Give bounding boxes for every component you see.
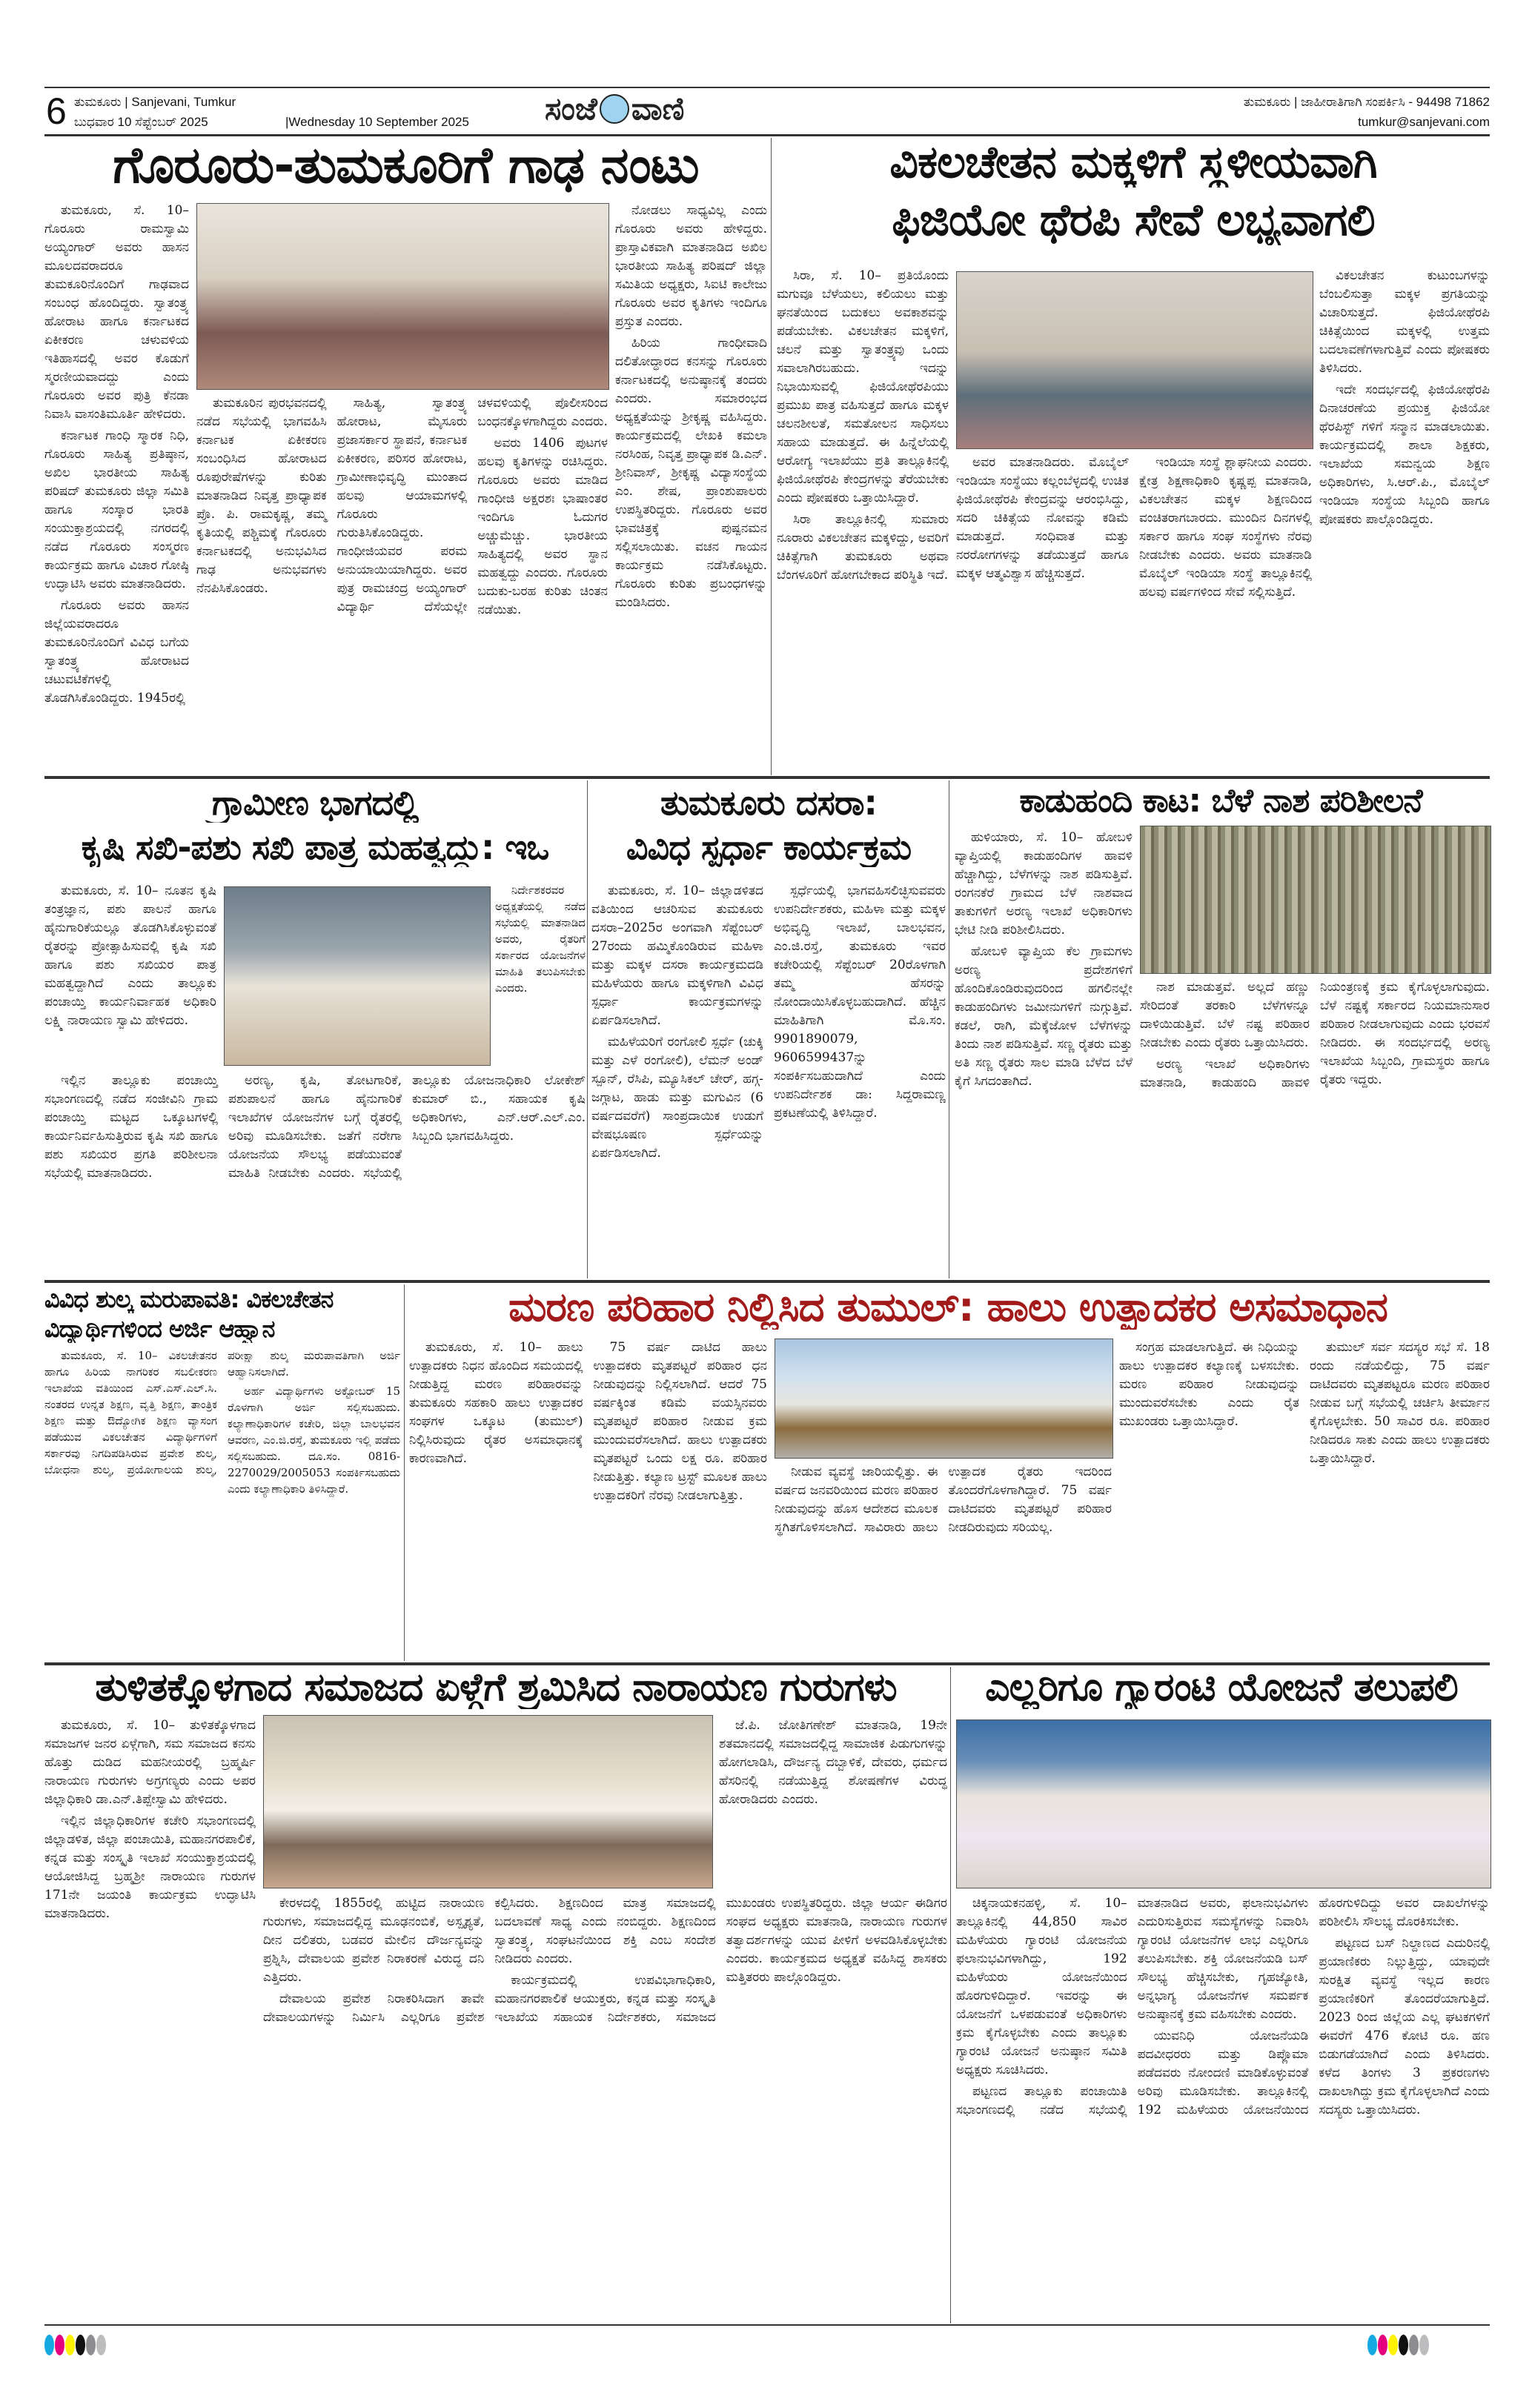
date-en: |Wednesday 10 September 2025 [285,115,469,129]
paragraph: ಹೋಬಳಿ ವ್ಯಾಪ್ತಿಯ ಕೆಲ ಗ್ರಾಮಗಳು ಅರಣ್ಯ ಪ್ರದೇಶಗಳಿಗೆ ಹೊಂದಿಕೊಂಡಿರುವುದರಿಂದ ಹಗಲಿನಲ್ಲೇ ಕಾಡುಹಂದಿಗಳು ಜಮೀನುಗಳಿಗೆ ನುಗ್ಗುತ್ತಿವೆ. ಕಡಲೆ, ರಾಗಿ, ಮೆಕ್ಕೆಜೋಳ ಬೆಳೆಗಳನ್ನು ತಿಂದು ನಾಶ ಪಡಿಸುತ್ತಿವೆ. ಸಣ್ಣ ರೈತರು ಮತ್ತು ಅತಿ ಸಣ್ಣ ರೈತರು ಸಾಲ ಮಾಡಿ ಬೆಳೆದ ಬೆಳೆ ಕೈಗೆ ಸಿಗದಂತಾಗಿದೆ. [955,944,1133,1089]
paragraph: ಜೆ.ಪಿ. ಜೋತಿಗಣೇಶ್ ಮಾತನಾಡಿ, 19ನೇ ಶತಮಾನದಲ್ಲಿ ಸಮಾಜದಲ್ಲಿದ್ದ ಸಾಮಾಜಿಕ ಪಿಡುಗುಗಳನ್ನು ಹೋಗಲಾಡಿಸಿ, ದೌರ್ಜನ್ಯ ದಬ್ಬಾಳಿಕೆ, ದೇವರು, ಧರ್ಮದ ಹೆಸರಿನಲ್ಲಿ ನಡೆಯುತ್ತಿದ್ದ ಶೋಷಣೆಗಳ ವಿರುದ್ಧ ಹೋರಾಡಿದರು ಎಂದರು. [719,1718,947,1807]
dairy-building-photo [775,1339,1113,1459]
registration-dot [96,2335,106,2355]
headline: ಎಲ್ಲರಿಗೂ ಗ್ಯಾರಂಟಿ ಯೋಜನೆ ತಲುಪಲಿ [985,1666,1458,1710]
article-body [44,1072,586,1276]
headline: ತುಳಿತಕ್ಕೊಳಗಾದ ಸಮಾಜದ ಏಳ್ಗೆಗೆ ಶ್ರಮಿಸಿದ ನಾರಾಯಣ ಗುರುಗಳು [95,1666,897,1710]
paragraph: ಸಿರಾ ತಾಲ್ಲೂಕಿನಲ್ಲಿ ಸುಮಾರು ನೂರಾರು ವಿಕಲಚೇತನ ಮಕ್ಕಳಿದ್ದು, ಅವರಿಗೆ ಚಿಕಿತ್ಸೆಗಾಗಿ ತುಮಕೂರು ಅಥವಾ ಬೆಂಗಳೂರಿಗೆ ಹೋಗಬೇಕಾದ ಪರಿಸ್ಥಿತಿ ಇದೆ. [777,512,949,583]
jayanti-event-photo [263,1715,713,1888]
registration-dot [1409,2335,1419,2355]
header-bottom-rule [44,134,1490,136]
registration-dot [1419,2335,1429,2355]
globe-icon [600,94,629,124]
headline-line-2: ಫಿಜಿಯೋ ಥೆರಪಿ ಸೇವೆ ಲಭ್ಯವಾಗಲಿ [892,196,1375,246]
paragraph: ಸಾಹಿತ್ಯ, ಸ್ವಾತಂತ್ರ್ಯ ಹೋರಾಟ, ಮೈಸೂರು ಪ್ರಜಾಸರ್ಕಾರ ಸ್ಥಾಪನೆ, ಕರ್ನಾಟಕ ಏಕೀಕರಣ, ಪರಿಸರ ಹೋರಾಟ, ಗ್ರಾಮೀಣಾಭಿವೃದ್ಧಿ ಮುಂತಾದ ಹಲವು ಆಯಾಮಗಳಲ್ಲಿ ಗೊರೂರು ಗುರುತಿಸಿಕೊಂಡಿದ್ದರು. ಗಾಂಧೀಜಿಯವರ ಪರಮ ಅನುಯಾಯಿಯಾಗಿದ್ದರು. ಅವರ ಪುತ್ರ ರಾಮಚಂದ್ರ ಅಯ್ಯಂಗಾರ್ ವಿದ್ಯಾರ್ಥಿ ದೆಸೆಯಲ್ಲೇ ಚಳವಳಿಯಲ್ಲಿ ಪೊಲೀಸರಿಂದ ಬಂಧನಕ್ಕೊಳಗಾಗಿದ್ದರು ಎಂದರು. [336,396,608,614]
page-number: 6 [46,90,67,132]
column-divider [950,1667,951,2324]
paragraph: ನಿರ್ದೇಶಕರವರ ಅಧ್ಯಕ್ಷತೆಯಲ್ಲಿ ನಡೆದ ಸಭೆಯಲ್ಲಿ ಮಾತನಾಡಿದ ಅವರು, ರೈತರಿಗೆ ಸರ್ಕಾರದ ಯೋಜನೆಗಳ ಮಾಹಿತಿ ತಲುಪಿಸಬೇಕು ಎಂದರು. [495,883,586,995]
article-body [1319,267,1490,772]
article-body [409,1339,767,1659]
paragraph: ಇಲ್ಲಿನ ತಾಲ್ಲೂಕು ಪಂಚಾಯ್ತಿ ಸಭಾಂಗಣದಲ್ಲಿ ನಡೆದ ಸಂಜೀವಿನಿ ಗ್ರಾಮ ಪಂಚಾಯ್ತಿ ಮಟ್ಟದ ಒಕ್ಕೂಟಗಳಲ್ಲಿ ಕಾರ್ಯನಿರ್ವಹಿಸುತ್ತಿರುವ ಕೃಷಿ ಸಖಿ ಹಾಗೂ ಪಶು ಸಖಿಯರ ಪ್ರಗತಿ ಪರಿಶೀಲನಾ ಸಭೆಯಲ್ಲಿ ಮಾತನಾಡಿದರು. [44,1073,218,1181]
paragraph: ತುಮಕೂರು, ಸೆ. 10– ವಿಕಲಚೇತನರ ಹಾಗೂ ಹಿರಿಯ ನಾಗರಿಕರ ಸಬಲೀಕರಣ ಇಲಾಖೆಯ ವತಿಯಿಂದ ಎಸ್.ಎಸ್.ಎಲ್.ಸಿ. ನಂತರದ ಉನ್ನತ ಶಿಕ್ಷಣ, ವೃತ್ತಿ ಶಿಕ್ಷಣ, ತಾಂತ್ರಿಕ ಶಿಕ್ಷಣ ಮತ್ತು ಔದ್ಯೋಗಿಕ ಶಿಕ್ಷಣ ವ್ಯಾಸಂಗ ಪಡೆಯುವ ವಿಕಲಚೇತನ ವಿದ್ಯಾರ್ಥಿಗಳಿಗೆ ಸರ್ಕಾರವು ನಿಗದಿಪಡಿಸಿರುವ ಪ್ರವೇಶ ಶುಲ್ಕ, ಬೋಧನಾ ಶುಲ್ಕ, ಪ್ರಯೋಗಾಲಯ ಶುಲ್ಕ, ಪರೀಕ್ಷಾ ಶುಲ್ಕ ಮರುಪಾವತಿಗಾಗಿ ಅರ್ಜಿ ಆಹ್ವಾನಿಸಲಾಗಿದೆ. [44,1349,400,1476]
paragraph: ನೀಡುವ ವ್ಯವಸ್ಥೆ ಜಾರಿಯಲ್ಲಿತ್ತು. ಈ ವರ್ಷದ ಜನವರಿಯಿಂದ ಮರಣ ಪರಿಹಾರ ನೀಡುವುದನ್ನು ಹೊಸ ಆದೇಶದ ಮೂಲಕ ಸ್ಥಗಿತಗೊಳಿಸಲಾಗಿದೆ. ಸಾವಿರಾರು ಹಾಲು ಉತ್ಪಾದಕ ರೈತರು ಇದರಿಂದ ತೊಂದರೆಗೊಳಗಾಗಿದ್ದಾರೆ. 75 ವರ್ಷ ದಾಟಿದವರು ಮೃತಪಟ್ಟರೆ ಪರಿಹಾರ ನೀಡದಿರುವುದು ಸರಿಯಲ್ಲ. [775,1465,1112,1535]
article-body [263,1894,947,2320]
registration-dot [1399,2335,1408,2355]
paragraph: ಇಲ್ಲಿನ ಜಿಲ್ಲಾಧಿಕಾರಿಗಳ ಕಚೇರಿ ಸಭಾಂಗಣದಲ್ಲಿ ಜಿಲ್ಲಾಡಳಿತ, ಜಿಲ್ಲಾ ಪಂಚಾಯಿತಿ, ಮಹಾನಗರಪಾಲಿಕೆ, ಕನ್ನಡ ಮತ್ತು ಸಂಸ್ಕೃತಿ ಇಲಾಖೆ ಸಂಯುಕ್ತಾಶ್ರಯದಲ್ಲಿ ಆಯೋಜಿಸಿದ್ದ ಬ್ರಹ್ಮಶ್ರೀ ನಾರಾಯಣ ಗುರುಗಳ 171ನೇ ಜಯಂತಿ ಕಾರ್ಯಕ್ರಮ ಉದ್ಘಾಟಿಸಿ ಮಾತನಾಡಿದರು. [44,1814,256,1921]
paragraph: ಸ್ಪರ್ಧೆಯಲ್ಲಿ ಭಾಗವಹಿಸಲಿಚ್ಛಿಸುವವರು ಉಪನಿರ್ದೇಶಕರು, ಮಹಿಳಾ ಮತ್ತು ಮಕ್ಕಳ ಅಭಿವೃದ್ಧಿ ಇಲಾಖೆ, ಬಾಲಭವನ, ಎಂ.ಜಿ.ರಸ್ತೆ, ತುಮಕೂರು ಇವರ ಕಚೇರಿಯಲ್ಲಿ ಸೆಪ್ಟೆಂಬರ್ 20ರೊಳಗಾಗಿ ತಮ್ಮ ಹೆಸರನ್ನು ನೋಂದಾಯಿಸಿಕೊಳ್ಳಬಹುದಾಗಿದೆ. ಹೆಚ್ಚಿನ ಮಾಹಿತಿಗಾಗಿ ಮೊ.ಸಂ. 9901890079, 9606599437ನ್ನು ಸಂಪರ್ಕಿಸಬಹುದಾಗಿದೆ ಎಂದು ಉಪನಿರ್ದೇಶಕ ಡಾ: ಸಿದ್ದರಾಮಣ್ಣ ಪ್ರಕಟಣೆಯಲ್ಲಿ ತಿಳಿಸಿದ್ದಾರೆ. [774,883,946,1121]
headline-line-1: ವಿವಿಧ ಶುಲ್ಕ ಮರುಪಾವತಿ: ವಿಕಲಚೇತನ [44,1287,334,1313]
registration-dot [1367,2335,1377,2355]
paragraph: ತುಮಕೂರು, ಸೆ. 10– ಗೊರೂರು ರಾಮಸ್ವಾಮಿ ಅಯ್ಯಂಗಾರ್ ಅವರು ಹಾಸನ ಮೂಲದವರಾದರೂ ತುಮಕೂರಿನೊಂದಿಗೆ ಗಾಢವಾದ ಸಂಬಂಧ ಹೊಂದಿದ್ದರು. ಸ್ವಾತಂತ್ರ್ಯ ಹೋರಾಟ ಹಾಗೂ ಕರ್ನಾಟಕದ ಏಕೀಕರಣ ಚಳುವಳಿಯ ಇತಿಹಾಸದಲ್ಲಿ ಅವರ ಕೊಡುಗೆ ಸ್ಮರಣೀಯವಾದದ್ದು ಎಂದು ಗೊರೂರು ಅವರ ಪುತ್ರಿ ಕೆನಡಾ ನಿವಾಸಿ ವಾಸಂತಿಮೂರ್ತಿ ಹೇಳಿದರು. [44,203,189,422]
color-registration-marks-right [1367,2335,1430,2358]
headline: ಮರಣ ಪರಿಹಾರ ನಿಲ್ಲಿಸಿದ ತುಮುಲ್: ಹಾಲು ಉತ್ಪಾದಕರ ಅಸಮಾಧಾನ [508,1285,1387,1330]
paragraph: ಅವರು 1406 ಪುಟಗಳ ಹಲವು ಕೃತಿಗಳನ್ನು ರಚಿಸಿದ್ದರು. ಗೊರೂರು ಅವರು ಮಾಡಿದ ಗಾಂಧೀಜಿ ಅಕ್ಷರಶಃ ಭಾಷಾಂತರ ಇಂದಿಗೂ ಓದುಗರ ಅಚ್ಚುಮೆಚ್ಚು. ಭಾರತೀಯ ಸಾಹಿತ್ಯದಲ್ಲಿ ಅವರ ಸ್ಥಾನ ಮಹತ್ವದ್ದು ಎಂದರು. ಗೊರೂರು ಬದುಕು-ಬರಹ ಕುರಿತು ಚಿಂತನ ನಡೆಯಿತು. [477,436,608,617]
meeting-photo [224,886,491,1066]
registration-dot [76,2335,85,2355]
paragraph: ಅರ್ಹ ವಿದ್ಯಾರ್ಥಿಗಳು ಅಕ್ಟೋಬರ್ 15 ರೊಳಗಾಗಿ ಅರ್ಜಿ ಸಲ್ಲಿಸಬಹುದು. ಕಲ್ಯಾಣಾಧಿಕಾರಿಗಳ ಕಚೇರಿ, ಜಿಲ್ಲಾ ಬಾಲಭವನ ಆವರಣ, ಎಂ.ಜಿ.ರಸ್ತೆ, ತುಮಕೂರು ಇಲ್ಲಿ ಪಡೆದು ಸಲ್ಲಿಸಬಹುದು. ದೂ.ಸಂ. 0816-2270029/2005053 ಸಂಪರ್ಕಿಸಬಹುದು ಎಂದು ಕಲ್ಯಾಣಾಧಿಕಾರಿ ತಿಳಿಸಿದ್ದಾರೆ. [228,1384,400,1496]
paragraph: ತುಮಕೂರು, ಸೆ. 10– ಹಾಲು ಉತ್ಪಾದಕರು ನಿಧನ ಹೊಂದಿದ ಸಮಯದಲ್ಲಿ ನೀಡುತ್ತಿದ್ದ ಮರಣ ಪರಿಹಾರವನ್ನು ತುಮಕೂರು ಸಹಕಾರಿ ಹಾಲು ಉತ್ಪಾದಕರ ಸಂಘಗಳ ಒಕ್ಕೂಟ (ತುಮುಲ್) ನಿಲ್ಲಿಸಿರುವುದು ರೈತರ ಅಸಮಾಧಾನಕ್ಕೆ ಕಾರಣವಾಗಿದೆ. [409,1340,583,1466]
row-rule [44,1662,1490,1665]
paragraph: ಸಿರಾ, ಸೆ. 10– ಪ್ರತಿಯೊಂದು ಮಗುವೂ ಬೆಳೆಯಲು, ಕಲಿಯಲು ಮತ್ತು ಘನತೆಯಿಂದ ಬದುಕಲು ಅವಕಾಶವನ್ನು ಪಡೆಯಬೇಕು. ವಿಕಲಚೇತನ ಮಕ್ಕಳಿಗೆ, ಚಲನೆ ಮತ್ತು ಸ್ವಾತಂತ್ರ್ಯವು ಒಂದು ಸವಾಲಾಗಿರಬಹುದು. ಇದನ್ನು ನಿಭಾಯಿಸುವಲ್ಲಿ ಫಿಜಿಯೋಥೆರಪಿಯು ಪ್ರಮುಖ ಪಾತ್ರ ವಹಿಸುತ್ತದೆ ಹಾಗೂ ಮಕ್ಕಳ ಚಲನಶೀಲತೆ, ಸಮತೋಲನ ಸಾಧಿಸಲು ಸಹಾಯ ಮಾಡುತ್ತದೆ. ಈ ಹಿನ್ನೆಲೆಯಲ್ಲಿ ಆರೋಗ್ಯ ಇಲಾಖೆಯು ಪ್ರತಿ ತಾಲ್ಲೂಕಿನಲ್ಲಿ ಫಿಜಿಯೋಥೆರಪಿ ಕೇಂದ್ರಗಳನ್ನು ತೆರೆಯಬೇಕು ಎಂದು ಪೋಷಕರು ಒತ್ತಾಯಿಸಿದ್ದಾರೆ. [777,268,949,505]
header-top-rule [44,87,1490,88]
article-body [44,1717,256,2132]
article-body [1140,978,1490,1276]
event-photo [956,271,1313,449]
masthead-logo [545,87,684,130]
column-divider [587,780,588,1278]
color-registration-marks-left [44,2335,107,2358]
article-body [955,829,1133,1276]
article-body [44,882,216,1067]
paragraph: ಇಂಡಿಯಾ ಸಂಸ್ಥೆ ಶ್ಲಾಘನೀಯ ಎಂದರು. ಕ್ಷೇತ್ರ ಶಿಕ್ಷಣಾಧಿಕಾರಿ ಕೃಷ್ಣಪ್ಪ ಮಾತನಾಡಿ, ವಿಕಲಚೇತನ ಮಕ್ಕಳ ಶಿಕ್ಷಣದಿಂದ ವಂಚಿತರಾಗಬಾರದು. ಮುಂದಿನ ದಿನಗಳಲ್ಲಿ ಸರ್ಕಾರ ಹಾಗೂ ಸಂಘ ಸಂಸ್ಥೆಗಳು ನೆರವು ನೀಡಬೇಕು ಎಂದರು. ಅವರು ಮಾತನಾಡಿ ಮೊಬೈಲ್ ಇಂಡಿಯಾ ಸಂಸ್ಥೆ ತಾಲ್ಲೂಕಿನಲ್ಲಿ ಹಲವು ವರ್ಷಗಳಿಂದ ಸೇವೆ ಸಲ್ಲಿಸುತ್ತಿದೆ. [1139,455,1312,600]
paragraph: ನಾಶ ಮಾಡುತ್ತವೆ. ಅಲ್ಲದೆ ಹಣ್ಣು ಸೇರಿದಂತೆ ತರಕಾರಿ ಬೆಳೆಗಳನ್ನೂ ದಾಳಿಯಿಡುತ್ತಿವೆ. ಬೆಳೆ ನಷ್ಟ ಪರಿಹಾರ ನೀಡಬೇಕು ಎಂದು ರೈತರು ಒತ್ತಾಯಿಸಿದರು. [1140,980,1310,1050]
paragraph: ಚಿಕ್ಕನಾಯಕನಹಳ್ಳಿ, ಸೆ. 10– ತಾಲ್ಲೂಕಿನಲ್ಲಿ 44,850 ಸಾವಿರ ಮಹಿಳೆಯರು ಗ್ಯಾರಂಟಿ ಯೋಜನೆಯ ಫಲಾನುಭವಿಗಳಾಗಿದ್ದು, 192 ಮಹಿಳೆಯರು ಯೋಜನೆಯಿಂದ ಹೊರಗುಳಿದಿದ್ದಾರೆ. ಇವರನ್ನು ಈ ಯೋಜನೆಗೆ ಒಳಪಡುವಂತೆ ಅಧಿಕಾರಿಗಳು ಕ್ರಮ ಕೈಗೊಳ್ಳಬೇಕು ಎಂದು ತಾಲ್ಲೂಕು ಗ್ಯಾರಂಟಿ ಯೋಜನೆ ಅನುಷ್ಠಾನ ಸಮಿತಿ ಅಧ್ಯಕ್ಷರು ಸೂಚಿಸಿದರು. [956,1896,1127,2077]
paragraph: ತುಮಕೂರಿನ ಪುರಭವನದಲ್ಲಿ ನಡೆದ ಸಭೆಯಲ್ಲಿ ಭಾಗವಹಿಸಿ ಕರ್ನಾಟಕ ಏಕೀಕರಣ ಸಂಬಂಧಿಸಿದ ಹೋರಾಟದ ರೂಪುರೇಷೆಗಳನ್ನು ಕುರಿತು ಮಾತನಾಡಿದ ನಿವೃತ್ತ ಪ್ರಾಧ್ಯಾಪಕ ಪ್ರೊ. ಪಿ. ರಾಮಕೃಷ್ಣ, ತಮ್ಮ ಕೃತಿಯಲ್ಲಿ ಪಶ್ಚಿಮಕ್ಕೆ ಗೊರೂರು ಕರ್ನಾಟಕದಲ್ಲಿ ಅನುಭವಿಸಿದ ಗಾಢ ಅನುಭವಗಳು ನೆನಪಿಸಿಕೊಂಡರು. [196,396,327,596]
paragraph: ಕೇರಳದಲ್ಲಿ 1855ರಲ್ಲಿ ಹುಟ್ಟಿದ ನಾರಾಯಣ ಗುರುಗಳು, ಸಮಾಜದಲ್ಲಿದ್ದ ಮೂಢನಂಬಿಕೆ, ಅಸ್ಪೃಶ್ಯತೆ, ದೀನ ದಲಿತರು, ಬಡವರ ಮೇಲಿನ ದೌರ್ಜನ್ಯವನ್ನು ಪ್ರಶ್ನಿಸಿ, ದೇವಾಲಯ ಪ್ರವೇಶ ನಿರಾಕರಣೆ ವಿರುದ್ಧ ದನಿ ಎತ್ತಿದರು. [263,1896,485,1985]
headline: ಕಾಡುಹಂದಿ ಕಾಟ: ಬೆಳೆ ನಾಶ ಪರಿಶೀಲನೆ [1019,783,1422,820]
headline: ಗೊರೂರು-ತುಮಕೂರಿಗೆ ಗಾಢ ನಂಟು [113,138,699,195]
article-body [1119,1339,1490,1659]
headline-line-2: ವಿದ್ಯಾರ್ಥಿಗಳಿಂದ ಅರ್ಜಿ ಆಹ್ವಾನ [44,1316,275,1343]
headline-line-1: ಗ್ರಾಮೀಣ ಭಾಗದಲ್ಲಿ [211,784,419,823]
paragraph: ಯುವನಿಧಿ ಯೋಜನೆಯಡಿ ಪದವೀಧರರು ಮತ್ತು ಡಿಪ್ಲೊಮಾ ಪಡೆದವರು ನೋಂದಣಿ ಮಾಡಿಕೊಳ್ಳುವಂತೆ ಅರಿವು ಮೂಡಿಸಬೇಕು. ತಾಲ್ಲೂಕಿನಲ್ಲಿ 192 ಮಹಿಳೆಯರು ಯೋಜನೆಯಿಂದ ಹೊರಗುಳಿದಿದ್ದು ಅವರ ದಾಖಲೆಗಳನ್ನು ಪರಿಶೀಲಿಸಿ ಸೌಲಭ್ಯ ದೊರಕಿಸಬೇಕು. [1137,1896,1490,2117]
registration-dot [55,2335,64,2355]
article-body [44,1347,400,1659]
paragraph: ಹಿರಿಯ ಗಾಂಧೀವಾದಿ ದಲಿತೋದ್ಧಾರದ ಕನಸನ್ನು ಗೊರೂರು ಕರ್ನಾಟಕದಲ್ಲಿ ಅನುಷ್ಠಾನಕ್ಕೆ ತಂದರು ಎಂದರು. ಸಮಾರಂಭದ ಅಧ್ಯಕ್ಷತೆಯನ್ನು ಶ್ರೀಕೃಷ್ಣ ವಹಿಸಿದ್ದರು. ಕಾರ್ಯಕ್ರಮದಲ್ಲಿ ಲೇಖಕಿ ಕಮಲಾ ನರಸಿಂಹ, ನಿವೃತ್ತ ಪ್ರಾಧ್ಯಾಪಕ ಡಿ.ಎನ್. ಶ್ರೀನಿವಾಸ್, ಶ್ರೀಕೃಷ್ಣ ವಿದ್ಯಾಸಂಸ್ಥೆಯ ಎಂ. ಶೇಷ, ಪ್ರಾಂಶುಪಾಲರು ಉಪಸ್ಥಿತರಿದ್ದರು. ಗೊರೂರು ಅವರ ಭಾವಚಿತ್ರಕ್ಕೆ ಪುಷ್ಪನಮನ ಸಲ್ಲಿಸಲಾಯಿತು. ವಚನ ಗಾಯನ ಕಾರ್ಯಕ್ರಮ ನಡೆಸಿಕೊಟ್ಟರು. ಗೊರೂರು ಕುರಿತು ಪ್ರಬಂಧಗಳನ್ನು ಮಂಡಿಸಿದರು. [615,336,767,610]
event-photo [196,203,609,390]
headline-line-2: ಕೃಷಿ ಸಖಿ-ಪಶು ಸಖಿ ಪಾತ್ರ ಮಹತ್ವದ್ದು: ಇಒ [81,829,549,867]
paragraph: ಪಟ್ಟಣದ ಬಸ್ ನಿಲ್ದಾಣದ ಎದುರಿನಲ್ಲಿ ಪ್ರಯಾಣಿಕರು ನಿಲ್ಲುತ್ತಿದ್ದು, ಯಾವುದೇ ಸುರಕ್ಷಿತ ವ್ಯವಸ್ಥೆ ಇಲ್ಲದ ಕಾರಣ ಪ್ರಯಾಣಿಕರಿಗೆ ತೊಂದರೆಯಾಗುತ್ತಿದೆ. 2023 ರಿಂದ ಜಿಲ್ಲೆಯ ಎಲ್ಲ ಘಟಕಗಳಿಗೆ ಈವರೆಗೆ 476 ಕೋಟಿ ರೂ. ಹಣ ಬಿಡುಗಡೆಯಾಗಿದೆ ಎಂದು ತಿಳಿಸಿದರು. ಕಳೆದ ತಿಂಗಳು 3 ಪ್ರಕರಣಗಳು ದಾಖಲಾಗಿದ್ದು ಕ್ರಮ ಕೈಗೊಳ್ಳಲಾಗಿದೆ ಎಂದು ಸದಸ್ಯರು ಒತ್ತಾಯಿಸಿದರು. [1319,1936,1490,2117]
column-divider [404,1284,405,1661]
paragraph: ಇದೇ ಸಂದರ್ಭದಲ್ಲಿ ಫಿಜಿಯೋಥೆರಪಿ ದಿನಾಚರಣೆಯ ಪ್ರಯುಕ್ತ ಫಿಜಿಯೋ ಥೆರಪಿಸ್ಟ್ ಗಳಿಗೆ ಸನ್ಮಾನ ಮಾಡಲಾಯಿತು. ಕಾರ್ಯಕ್ರಮದಲ್ಲಿ ಶಾಲಾ ಶಿಕ್ಷಕರು, ಇಲಾಖೆಯ ಸಮನ್ವಯ ಶಿಕ್ಷಣ ಅಧಿಕಾರಿಗಳು, ಸಿ.ಆರ್.ಪಿ., ಮೊಬೈಲ್ ಇಂಡಿಯಾ ಸಂಸ್ಥೆಯ ಸಿಬ್ಬಂದಿ ಹಾಗೂ ಪೋಷಕರು ಪಾಲ್ಗೊಂಡಿದ್ದರು. [1319,382,1490,527]
article-body [956,1894,1490,2320]
article-body [775,1463,1112,1659]
paragraph: ತುಮಕೂರು, ಸೆ. 10– ನೂತನ ಕೃಷಿ ತಂತ್ರಜ್ಞಾನ, ಪಶು ಪಾಲನೆ ಹಾಗೂ ಹೈನುಗಾರಿಕೆಯಲ್ಲೂ ತೊಡಗಿಸಿಕೊಳ್ಳುವಂತೆ ರೈತರನ್ನು ಪ್ರೋತ್ಸಾಹಿಸುವಲ್ಲಿ ಕೃಷಿ ಸಖಿ ಹಾಗೂ ಪಶು ಸಖಿಯರ ಪಾತ್ರ ಮಹತ್ವದ್ದಾಗಿದೆ ಎಂದು ತಾಲ್ಲೂಕು ಪಂಚಾಯ್ತಿ ಕಾರ್ಯನಿರ್ವಾಹಕ ಅಧಿಕಾರಿ ಲಕ್ಷ್ಮಿ ನಾರಾಯಣ ಸ್ವಾಮಿ ಹೇಳಿದರು. [44,883,216,1028]
paragraph: ವಿಕಲಚೇತನ ಕುಟುಂಬಗಳನ್ನು ಬೆಂಬಲಿಸುತ್ತಾ ಮಕ್ಕಳ ಪ್ರಗತಿಯನ್ನು ವಿಚಾರಿಸುತ್ತದೆ. ಫಿಜಿಯೋಥೆರಪಿ ಚಿಕಿತ್ಸೆಯಿಂದ ಮಕ್ಕಳಲ್ಲಿ ಉತ್ತಮ ಬದಲಾವಣೆಗಳಾಗುತ್ತಿವೆ ಎಂದು ಪೋಷಕರು ತಿಳಿಸಿದರು. [1319,268,1490,376]
registration-dot [1378,2335,1387,2355]
edition-label: | Sanjevani, Tumkur [125,95,236,109]
article-body [615,202,767,772]
crop-field-photo [1140,826,1491,974]
article-body [719,1717,947,1894]
paragraph: ದೇವಾಲಯ ಪ್ರವೇಶ ನಿರಾಕರಿಸಿದಾಗ ತಾವೇ ದೇವಾಲಯಗಳನ್ನು ನಿರ್ಮಿಸಿ ಎಲ್ಲರಿಗೂ ಪ್ರವೇಶ ಕಲ್ಪಿಸಿದರು. ಶಿಕ್ಷಣದಿಂದ ಮಾತ್ರ ಸಮಾಜದಲ್ಲಿ ಬದಲಾವಣೆ ಸಾಧ್ಯ ಎಂದು ನಂಬಿದ್ದರು. ಶಿಕ್ಷಣದಿಂದ ಸ್ವಾತಂತ್ರ್ಯ, ಸಂಘಟನೆಯಿಂದ ಶಕ್ತಿ ಎಂಬ ಸಂದೇಶ ನೀಡಿದರು ಎಂದರು. [263,1896,716,2025]
article-body [44,202,189,772]
paragraph: ತುಮುಲ್ ಸರ್ವ ಸದಸ್ಯರ ಸಭೆ ಸೆ. 18 ರಂದು ನಡೆಯಲಿದ್ದು, 75 ವರ್ಷ ದಾಟಿದವರು ಮೃತಪಟ್ಟರೂ ಮರಣ ಪರಿಹಾರ ನೀಡುವ ಬಗ್ಗೆ ಸಭೆಯಲ್ಲಿ ಚರ್ಚಿಸಿ ತೀರ್ಮಾನ ಕೈಗೊಳ್ಳಬೇಕು. 50 ಸಾವಿರ ರೂ. ಪರಿಹಾರ ನೀಡಿದರೂ ಸಾಕು ಎಂದು ಹಾಲು ಉತ್ಪಾದಕರು ಒತ್ತಾಯಿಸಿದ್ದಾರೆ. [1310,1340,1490,1466]
paragraph: ಕಾರ್ಯಕ್ರಮದಲ್ಲಿ ಉಪವಿಭಾಗಾಧಿಕಾರಿ, ಮಹಾನಗರಪಾಲಿಕೆ ಆಯುಕ್ತರು, ಕನ್ನಡ ಮತ್ತು ಸಂಸ್ಕೃತಿ ಇಲಾಖೆಯ ಸಹಾಯಕ ನಿರ್ದೇಶಕರು, ಸಮಾಜದ ಮುಖಂಡರು ಉಪಸ್ಥಿತರಿದ್ದರು. ಜಿಲ್ಲಾ ಆರ್ಯ ಈಡಿಗರ ಸಂಘದ ಅಧ್ಯಕ್ಷರು ಮಾತನಾಡಿ, ನಾರಾಯಣ ಗುರುಗಳ ತತ್ವಾದರ್ಶಗಳನ್ನು ಯುವ ಪೀಳಿಗೆ ಅಳವಡಿಸಿಕೊಳ್ಳಬೇಕು ಎಂದರು. ಕಾರ್ಯಕ್ರಮದ ಅಧ್ಯಕ್ಷತೆ ವಹಿಸಿದ್ದ ಶಾಸಕರು ಮತ್ತಿತರರು ಪಾಲ್ಗೊಂಡಿದ್ದರು. [494,1896,947,2025]
row-rule [44,776,1490,779]
article-body [777,267,949,772]
headline-line-2: ವಿವಿಧ ಸ್ಪರ್ಧಾ ಕಾರ್ಯಕ್ರಮ [626,829,912,867]
ad-contact: ತುಮಕೂರು | ಜಾಹೀರಾತಿಗಾಗಿ ಸಂಪರ್ಕಿಸಿ - 94498 71862 [1243,95,1490,109]
page-bottom-rule [44,2324,1490,2326]
paragraph: ತುಮಕೂರು, ಸೆ. 10– ತುಳಿತಕ್ಕೊಳಗಾದ ಸಮಾಜಗಳ ಜನರ ಏಳ್ಗೆಗಾಗಿ, ಸಮ ಸಮಾಜದ ಕನಸು ಹೊತ್ತು ದುಡಿದ ಮಹನೀಯರಲ್ಲಿ ಬ್ರಹ್ಮರ್ಷಿ ನಾರಾಯಣ ಗುರುಗಳು ಅಗ್ರಗಣ್ಯರು ಎಂದು ಅಪರ ಜಿಲ್ಲಾಧಿಕಾರಿ ಡಾ.ಎನ್.ತಿಪ್ಪೇಸ್ವಾಮಿ ಹೇಳಿದರು. [44,1718,256,1807]
paragraph: ತುಮಕೂರು, ಸೆ. 10– ಜಿಲ್ಲಾಡಳಿತದ ವತಿಯಿಂದ ಆಚರಿಸುವ ತುಮಕೂರು ದಸರಾ–2025ರ ಅಂಗವಾಗಿ ಸೆಪ್ಟೆಂಬರ್ 27ರಂದು ಹಮ್ಮಿಕೊಂಡಿರುವ ಮಹಿಳಾ ಮತ್ತು ಮಕ್ಕಳ ದಸರಾ ಕಾರ್ಯಕ್ರಮದಡಿ ಮಹಿಳೆಯರು ಹಾಗೂ ಮಕ್ಕಳಿಗಾಗಿ ವಿವಿಧ ಸ್ಪರ್ಧಾ ಕಾರ್ಯಕ್ರಮಗಳನ್ನು ಏರ್ಪಡಿಸಲಾಗಿದೆ. [591,883,763,1028]
edition-line [74,95,236,110]
headline-line-1: ವಿಕಲಚೇತನ ಮಕ್ಕಳಿಗೆ ಸ್ಥಳೀಯವಾಗಿ [889,138,1377,188]
article-body [495,882,586,1067]
registration-dot [44,2335,54,2355]
paragraph: ಅರಣ್ಯ, ಕೃಷಿ, ತೋಟಗಾರಿಕೆ, ಪಶುಪಾಲನೆ ಹಾಗೂ ಹೈನುಗಾರಿಕೆ ಇಲಾಖೆಗಳ ಯೋಜನೆಗಳ ಬಗ್ಗೆ ರೈತರಲ್ಲಿ ಅರಿವು ಮೂಡಿಸಬೇಕು. ಜತೆಗೆ ನರೇಗಾ ಯೋಜನೆಯ ಸೌಲಭ್ಯ ಪಡೆಯುವಂತೆ ಮಾಹಿತಿ ನೀಡಬೇಕು ಎಂದರು. ಸಭೆಯಲ್ಲಿ ತಾಲ್ಲೂಕು ಯೋಜನಾಧಿಕಾರಿ ಲೋಕೇಶ್ ಕುಮಾರ್ ಬಿ., ಸಹಾಯಕ ಕೃಷಿ ಅಧಿಕಾರಿಗಳು, ಎನ್.ಆರ್.ಎಲ್.ಎಂ. ಸಿಬ್ಬಂದಿ ಭಾಗವಹಿಸಿದ್ದರು. [228,1073,586,1181]
paragraph: ಅರಣ್ಯ ಇಲಾಖೆ ಅಧಿಕಾರಿಗಳು ಮಾತನಾಡಿ, ಕಾಡುಹಂದಿ ಹಾವಳಿ ನಿಯಂತ್ರಣಕ್ಕೆ ಕ್ರಮ ಕೈಗೊಳ್ಳಲಾಗುವುದು. ಬೆಳೆ ನಷ್ಟಕ್ಕೆ ಸರ್ಕಾರದ ನಿಯಮಾನುಸಾರ ಪರಿಹಾರ ನೀಡಲಾಗುವುದು ಎಂದು ಭರವಸೆ ನೀಡಿದರು. ಈ ಸಂದರ್ಭದಲ್ಲಿ ಅರಣ್ಯ ಇಲಾಖೆಯ ಸಿಬ್ಬಂದಿ, ಗ್ರಾಮಸ್ಥರು ಹಾಗೂ ರೈತರು ಇದ್ದರು. [1140,980,1490,1090]
city-kn: ತುಮಕೂರು [74,95,122,109]
registration-dot [65,2335,75,2355]
paragraph: ಗೊರೂರು ಅವರು ಹಾಸನ ಜಿಲ್ಲೆಯವರಾದರೂ ತುಮಕೂರಿನೊಂದಿಗೆ ವಿವಿಧ ಬಗೆಯ ಸ್ವಾತಂತ್ರ್ಯ ಹೋರಾಟದ ಚಟುವಟಿಕೆಗಳಲ್ಲಿ ತೊಡಗಿಸಿಕೊಂಡಿದ್ದರು. 1945ರಲ್ಲಿ [44,598,189,706]
row-rule [44,1280,1490,1283]
article-body [956,454,1312,772]
paragraph: ಕರ್ನಾಟಕ ಗಾಂಧಿ ಸ್ಮಾರಕ ನಿಧಿ, ಗೊರೂರು ಸಾಹಿತ್ಯ ಪ್ರತಿಷ್ಠಾನ, ಅಖಿಲ ಭಾರತೀಯ ಸಾಹಿತ್ಯ ಪರಿಷದ್ ತುಮಕೂರು ಜಿಲ್ಲಾ ಸಮಿತಿ ಹಾಗೂ ಸಂಸ್ಕಾರ ಭಾರತಿ ಸಂಯುಕ್ತಾಶ್ರಯದಲ್ಲಿ ನಗರದಲ್ಲಿ ನಡೆದ ಗೊರೂರು ಸಂಸ್ಮರಣ ಕಾರ್ಯಕ್ರಮ ಹಾಗೂ ವಿಚಾರ ಗೋಷ್ಠಿ ಉದ್ಘಾಟಿಸಿ ಅವರು ಮಾತನಾಡಿದರು. [44,428,189,591]
paragraph: ಮಹಿಳೆಯರಿಗೆ ರಂಗೋಲಿ ಸ್ಪರ್ಧೆ (ಚುಕ್ಕಿ ಮತ್ತು ಎಳೆ ರಂಗೋಲಿ), ಲೆಮನ್ ಅಂಡ್ ಸ್ಪೂನ್, ರೆಸಿಪಿ, ಮ್ಯೂಸಿಕಲ್ ಚೇರ್, ಹಗ್ಗ-ಜಗ್ಗಾಟ, ಹಾಡು ಮತ್ತು ಮಗುವಿನ (6 ವರ್ಷದವರೆಗೆ) ಸಾಂಪ್ರದಾಯಿಕ ಉಡುಗೆ ವೇಷಭೂಷಣ ಸ್ಪರ್ಧೆಯನ್ನು ಏರ್ಪಡಿಸಲಾಗಿದೆ. [591,1035,763,1161]
masthead-right: ವಾಣಿ [631,90,685,127]
date-kn: ಬುಧವಾರ 10 ಸೆಪ್ಟೆಂಬರ್ 2025 [74,115,208,129]
email-link[interactable]: tumkur@sanjevani.com [1358,115,1490,129]
masthead-left: ಸಂಜೆ [545,90,597,127]
article-body [591,882,946,1276]
paragraph: ಅವರ ಮಾತನಾಡಿದರು. ಮೊಬೈಲ್ ಇಂಡಿಯಾ ಸಂಸ್ಥೆಯು ಕಲ್ಲಂಬೆಳ್ಳದಲ್ಲಿ ಉಚಿತ ಫಿಜಿಯೋಥೆರಪಿ ಕೇಂದ್ರವನ್ನು ಆರಂಭಿಸಿದ್ದು, ಸದರಿ ಚಿಕಿತ್ಸೆಯ ನೋವನ್ನು ಕಡಿಮೆ ಮಾಡುತ್ತದೆ. ಸಂಧಿವಾತ ಮತ್ತು ನರರೋಗಗಳನ್ನು ತಡೆಯುತ್ತದೆ ಹಾಗೂ ಮಕ್ಕಳ ಆತ್ಮವಿಶ್ವಾಸ ಹೆಚ್ಚಿಸುತ್ತದೆ. [956,455,1129,581]
column-divider [771,138,772,775]
paragraph: ಹುಳಿಯಾರು, ಸೆ. 10– ಹೋಬಳಿ ವ್ಯಾಪ್ತಿಯಲ್ಲಿ ಕಾಡುಹಂದಿಗಳ ಹಾವಳಿ ಹೆಚ್ಚಾಗಿದ್ದು, ಬೆಳೆಗಳನ್ನು ನಾಶ ಪಡಿಸುತ್ತಿವೆ. ರಂಗನಕೆರೆ ಗ್ರಾಮದ ಬೆಳೆ ನಾಶವಾದ ತಾಕುಗಳಿಗೆ ಅರಣ್ಯ ಇಲಾಖೆ ಅಧಿಕಾರಿಗಳು ಭೇಟಿ ನೀಡಿ ಪರಿಶೀಲಿಸಿದರು. [955,830,1133,938]
registration-dot [86,2335,96,2355]
paragraph: 75 ವರ್ಷ ದಾಟಿದ ಹಾಲು ಉತ್ಪಾದಕರು ಮೃತಪಟ್ಟರೆ ಪರಿಹಾರ ಧನ ನೀಡುವುದನ್ನು ನಿಲ್ಲಿಸಲಾಗಿದೆ. ಆದರೆ 75 ವರ್ಷಕ್ಕಿಂತ ಕಡಿಮೆ ವಯಸ್ಸಿನವರು ಮೃತಪಟ್ಟರೆ ಪರಿಹಾರ ನೀಡುವ ಕ್ರಮ ಮುಂದುವರೆಸಲಾಗಿದೆ. ಹಾಲು ಉತ್ಪಾದಕರು ಮೃತಪಟ್ಟರೆ ಒಂದು ಲಕ್ಷ ರೂ. ಪರಿಹಾರ ನೀಡುತ್ತಿತ್ತು. ಕಲ್ಯಾಣ ಟ್ರಸ್ಟ್ ಮೂಲಕ ಹಾಲು ಉತ್ಪಾದಕರಿಗೆ ನೆರವು ನೀಡಲಾಗುತ್ತಿತ್ತು. [593,1340,767,1503]
headline-line-1: ತುಮಕೂರು ದಸರಾ: [660,784,877,823]
paragraph: ಸಂಗ್ರಹ ಮಾಡಲಾಗುತ್ತಿದೆ. ಈ ನಿಧಿಯನ್ನು ಹಾಲು ಉತ್ಪಾದಕರ ಕಲ್ಯಾಣಕ್ಕೆ ಬಳಸಬೇಕು. ಮರಣ ಪರಿಹಾರ ನೀಡುವುದನ್ನು ಮುಂದುವರೆಸಬೇಕು ಎಂದು ರೈತ ಮುಖಂಡರು ಒತ್ತಾಯಿಸಿದ್ದಾರೆ. [1119,1340,1299,1429]
article-body [196,394,608,772]
registration-dot [1388,2335,1398,2355]
paragraph: ಪಟ್ಟಣದ ತಾಲ್ಲೂಕು ಪಂಚಾಯಿತಿ ಸಭಾಂಗಣದಲ್ಲಿ ನಡೆದ ಸಭೆಯಲ್ಲಿ ಮಾತನಾಡಿದ ಅವರು, ಫಲಾನುಭವಿಗಳು ಎದುರಿಸುತ್ತಿರುವ ಸಮಸ್ಯೆಗಳನ್ನು ನಿವಾರಿಸಿ ಗ್ಯಾರಂಟಿ ಯೋಜನೆಗಳ ಲಾಭ ಎಲ್ಲರಿಗೂ ತಲುಪಿಸಬೇಕು. ಶಕ್ತಿ ಯೋಜನೆಯಡಿ ಬಸ್ ಸೌಲಭ್ಯ ಹೆಚ್ಚಿಸಬೇಕು, ಗೃಹಜ್ಯೋತಿ, ಅನ್ನಭಾಗ್ಯ ಯೋಜನೆಗಳ ಸಮರ್ಪಕ ಅನುಷ್ಠಾನಕ್ಕೆ ಕ್ರಮ ವಹಿಸಬೇಕು ಎಂದರು. [956,1896,1309,2117]
paragraph: ನೋಡಲು ಸಾಧ್ಯವಿಲ್ಲ ಎಂದು ಗೊರೂರು ಅವರು ಹೇಳಿದ್ದರು. ಪ್ರಾಸ್ತಾವಿಕವಾಗಿ ಮಾತನಾಡಿದ ಅಖಿಲ ಭಾರತೀಯ ಸಾಹಿತ್ಯ ಪರಿಷದ್ ಜಿಲ್ಲಾ ಸಮಿತಿಯ ಅಧ್ಯಕ್ಷರು, ಸಿಐಟಿ ಕಾಲೇಜು ಗೊರೂರು ಅವರ ಕೃತಿಗಳು ಇಂದಿಗೂ ಪ್ರಸ್ತುತ ಎಂದರು. [615,203,767,329]
meeting-photo [956,1719,1491,1888]
